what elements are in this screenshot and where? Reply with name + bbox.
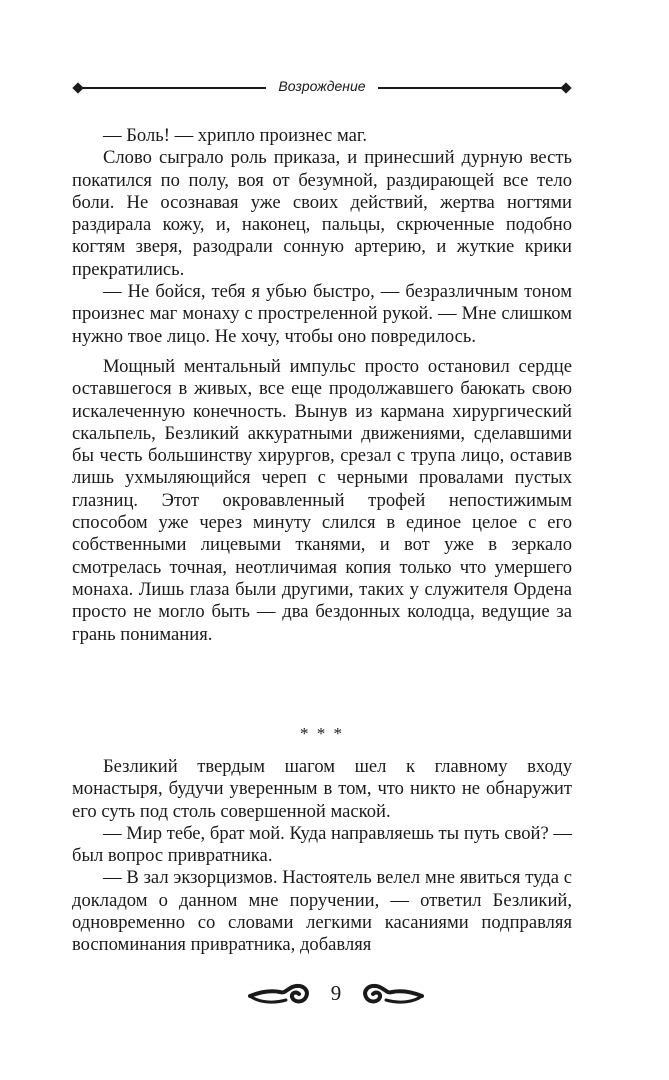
page-footer — [236, 975, 436, 1015]
paragraph: — Мир тебе, брат мой. Куда направляешь ты путь свой? — был вопрос привратника. — [72, 822, 572, 867]
running-title: Возрождение — [278, 78, 366, 94]
running-head — [72, 76, 572, 100]
body-text-section-2 — [72, 756, 572, 957]
rule-end-ornament — [560, 82, 571, 93]
paragraph: — В зал экзорцизмов. Настоятель велел мне явиться туда с докладом о данном мне поручении, — ответил Безликий, одновременно со словами легкими касаниями подправляя воспоминания привратника, добавляя — [72, 867, 572, 956]
section-break: * * * — [300, 724, 344, 743]
page-number: 9 — [330, 981, 342, 1005]
paragraph: — Не бойся, тебя я убью быстро, — безразличным тоном произнес маг монаху с простреленной рукой. — Мне слишком нужно твое лицо. Не хочу, чтобы оно повредилось. — [72, 281, 572, 347]
header-rule-left — [80, 87, 266, 89]
paragraph: Безликий твердым шагом шел к главному входу монастыря, будучи уверенным в том, что никто не обнаружит его суть под столь совершенной маской. — [72, 756, 572, 822]
body-text-section-1 — [72, 125, 572, 646]
paragraph: Слово сыграло роль приказа, и принесший дурную весть покатился по полу, воя от безумной, раздирающей все тело боли. Не осознавая уже своих действий, жертва ногтями раздирала кожу, и, наконец, пальцы, скрюченные подобно когтям зверя, разодрали сонную артерию, и жуткие крики прекратились. — [72, 147, 572, 280]
paragraph: — Боль! — хрипло произнес маг. — [103, 125, 368, 146]
paragraph: Мощный ментальный импульс просто остановил сердце оставшегося в живых, все еще продолжавшего баюкать свою искалеченную конечность. Вынув из кармана хирургический скальпель, Безликий аккуратными движениями, сделавшими бы честь большинству хирургов, срезал с трупа лицо, оставив лишь ухмыляющийся череп с черными провалами пустых глазниц. Этот окровавленный трофей непостижимым способом уже через минуту слился в единое целое с его собственными лицевыми тканями, и вот уже в зеркало смотрелась точная, неотличимая копия только что умершего монаха. Лишь глаза были другими, таких у служителя Ордена просто не могло быть — два бездонных колодца, ведущие за грань понимания. — [72, 355, 572, 645]
right-swirl-ornament-icon — [356, 979, 426, 1009]
header-rule-right — [378, 87, 564, 89]
left-swirl-ornament-icon — [246, 979, 316, 1009]
